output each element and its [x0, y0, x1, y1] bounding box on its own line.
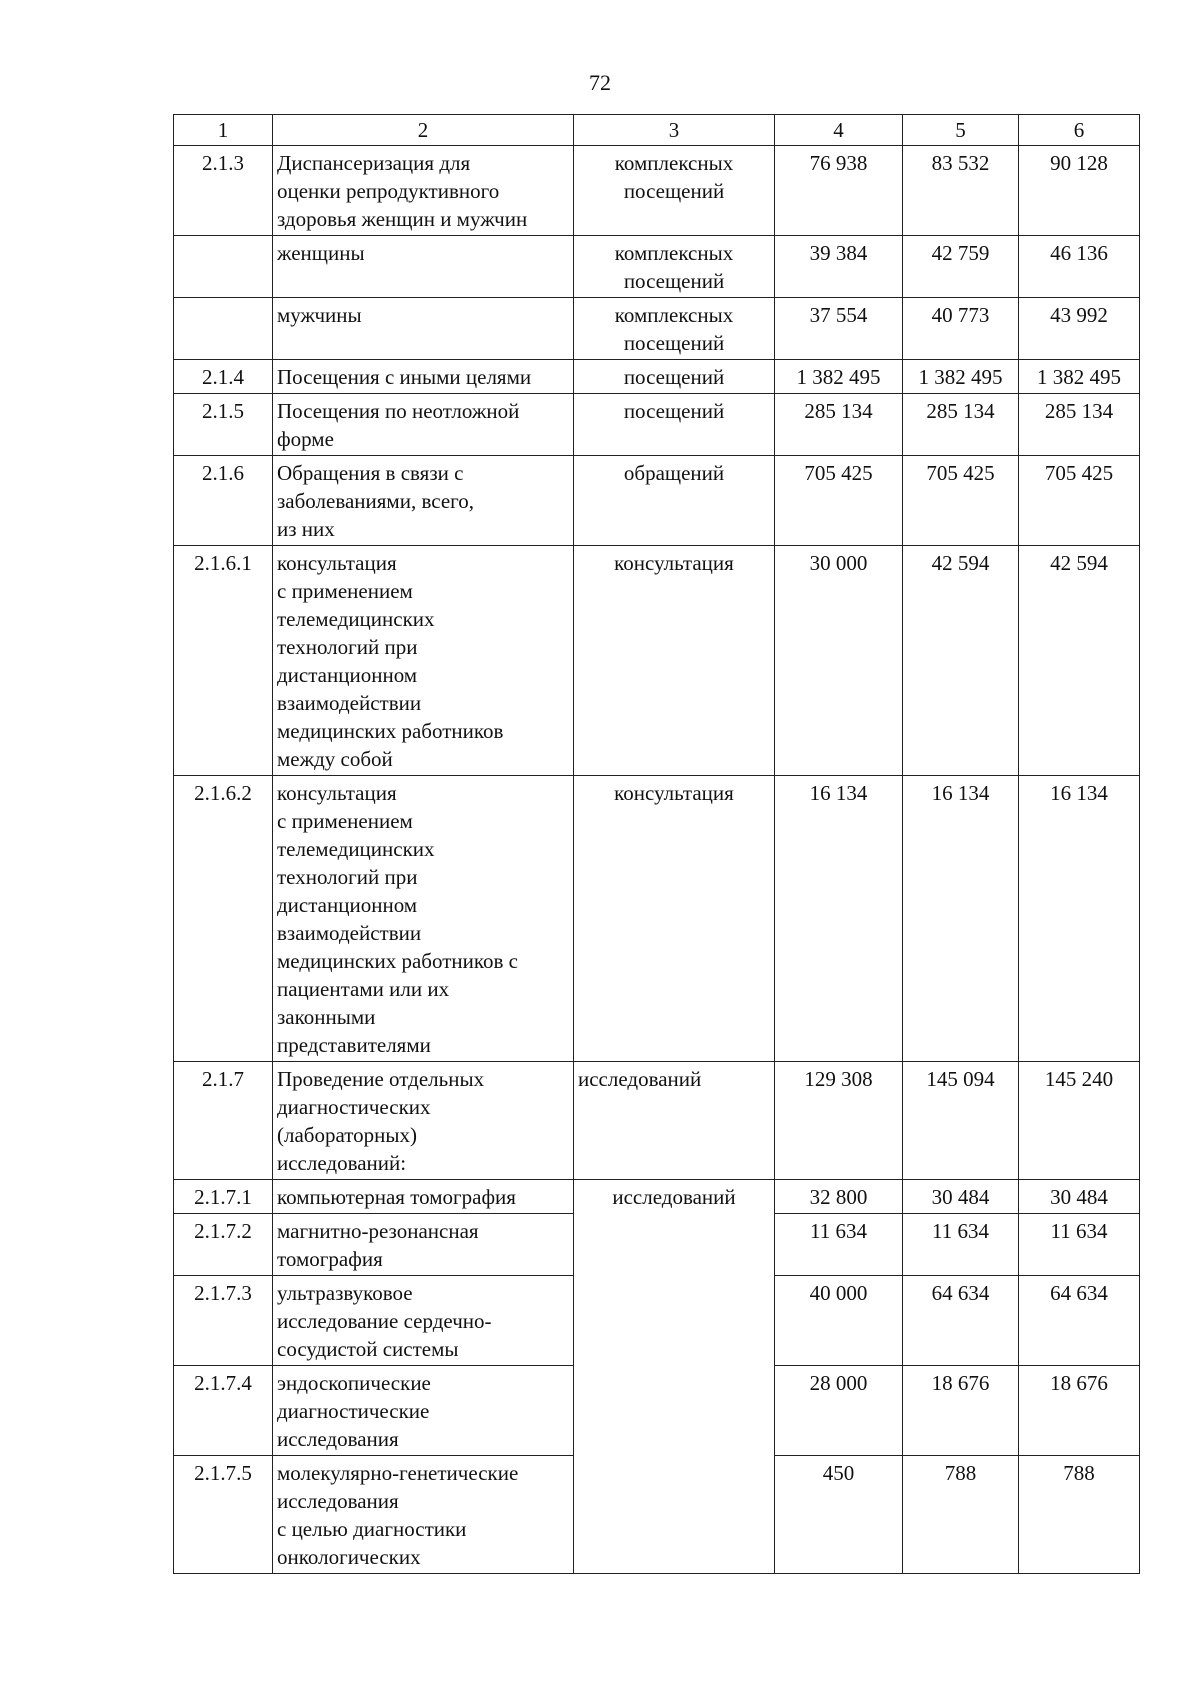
value-col6: 11 634 [1019, 1214, 1140, 1276]
planning-table [173, 114, 1140, 1574]
value-col4: 37 554 [775, 298, 903, 360]
value-col6: 705 425 [1019, 456, 1140, 546]
row-unit: комплексных посещений [574, 146, 775, 236]
row-code: 2.1.7.1 [174, 1180, 273, 1214]
row-name: магнитно-резонансная томография [273, 1214, 574, 1276]
value-col5: 788 [903, 1456, 1019, 1574]
value-col6: 42 594 [1019, 546, 1140, 776]
value-col6: 285 134 [1019, 394, 1140, 456]
value-col4: 450 [775, 1456, 903, 1574]
row-unit: исследований [574, 1180, 775, 1574]
row-name: консультация с применением телемедицинских технологий при дистанционном взаимодействии медицинских работников между собой [273, 546, 574, 776]
row-code: 2.1.6 [174, 456, 273, 546]
table-header-row [174, 115, 1140, 146]
row-unit: посещений [574, 394, 775, 456]
value-col6: 145 240 [1019, 1062, 1140, 1180]
column-header: 2 [273, 115, 574, 146]
row-name: Посещения с иными целями [273, 360, 574, 394]
row-unit: консультация [574, 546, 775, 776]
row-code: 2.1.3 [174, 146, 273, 236]
value-col6: 46 136 [1019, 236, 1140, 298]
row-unit: обращений [574, 456, 775, 546]
row-name: молекулярно-генетические исследования с целью диагностики онкологических [273, 1456, 574, 1574]
row-name: Проведение отдельных диагностических (лабораторных) исследований: [273, 1062, 574, 1180]
value-col6: 16 134 [1019, 776, 1140, 1062]
row-code [174, 236, 273, 298]
row-name: Диспансеризация для оценки репродуктивного здоровья женщин и мужчин [273, 146, 574, 236]
value-col4: 32 800 [775, 1180, 903, 1214]
row-code: 2.1.6.1 [174, 546, 273, 776]
value-col6: 30 484 [1019, 1180, 1140, 1214]
value-col5: 16 134 [903, 776, 1019, 1062]
row-name: женщины [273, 236, 574, 298]
row-unit: комплексных посещений [574, 236, 775, 298]
column-header: 3 [574, 115, 775, 146]
table-row [174, 776, 1140, 1062]
value-col6: 18 676 [1019, 1366, 1140, 1456]
row-code: 2.1.7.4 [174, 1366, 273, 1456]
value-col5: 64 634 [903, 1276, 1019, 1366]
value-col4: 705 425 [775, 456, 903, 546]
row-name: ультразвуковое исследование сердечно- сосудистой системы [273, 1276, 574, 1366]
value-col5: 42 759 [903, 236, 1019, 298]
row-unit: комплексных посещений [574, 298, 775, 360]
value-col6: 788 [1019, 1456, 1140, 1574]
row-unit: посещений [574, 360, 775, 394]
table-row [174, 298, 1140, 360]
value-col6: 1 382 495 [1019, 360, 1140, 394]
value-col4: 28 000 [775, 1366, 903, 1456]
value-col4: 16 134 [775, 776, 903, 1062]
table-row [174, 236, 1140, 298]
column-header: 1 [174, 115, 273, 146]
value-col5: 83 532 [903, 146, 1019, 236]
row-unit: консультация [574, 776, 775, 1062]
table-row [174, 1062, 1140, 1180]
value-col5: 42 594 [903, 546, 1019, 776]
table-row [174, 456, 1140, 546]
value-col6: 43 992 [1019, 298, 1140, 360]
value-col5: 30 484 [903, 1180, 1019, 1214]
column-header: 6 [1019, 115, 1140, 146]
value-col4: 285 134 [775, 394, 903, 456]
column-header: 5 [903, 115, 1019, 146]
value-col5: 18 676 [903, 1366, 1019, 1456]
row-name: Посещения по неотложной форме [273, 394, 574, 456]
row-code: 2.1.4 [174, 360, 273, 394]
value-col5: 705 425 [903, 456, 1019, 546]
value-col4: 39 384 [775, 236, 903, 298]
table-row [174, 546, 1140, 776]
row-name: консультация с применением телемедицинских технологий при дистанционном взаимодействии медицинских работников с пациентами или их законными представителями [273, 776, 574, 1062]
row-code: 2.1.7.5 [174, 1456, 273, 1574]
row-code: 2.1.7.3 [174, 1276, 273, 1366]
table-row [174, 146, 1140, 236]
row-unit: исследований [574, 1062, 775, 1180]
row-code [174, 298, 273, 360]
value-col4: 129 308 [775, 1062, 903, 1180]
value-col5: 40 773 [903, 298, 1019, 360]
value-col4: 30 000 [775, 546, 903, 776]
table-row [174, 1180, 1140, 1214]
row-code: 2.1.5 [174, 394, 273, 456]
column-header: 4 [775, 115, 903, 146]
value-col4: 1 382 495 [775, 360, 903, 394]
value-col4: 40 000 [775, 1276, 903, 1366]
value-col5: 1 382 495 [903, 360, 1019, 394]
value-col5: 285 134 [903, 394, 1019, 456]
value-col6: 64 634 [1019, 1276, 1140, 1366]
value-col5: 11 634 [903, 1214, 1019, 1276]
page-number: 72 [589, 70, 611, 95]
row-name: эндоскопические диагностические исследования [273, 1366, 574, 1456]
row-code: 2.1.7 [174, 1062, 273, 1180]
row-name: Обращения в связи с заболеваниями, всего, из них [273, 456, 574, 546]
row-name: компьютерная томография [273, 1180, 574, 1214]
row-name: мужчины [273, 298, 574, 360]
row-code: 2.1.7.2 [174, 1214, 273, 1276]
table-row [174, 394, 1140, 456]
table-row [174, 360, 1140, 394]
value-col4: 11 634 [775, 1214, 903, 1276]
value-col6: 90 128 [1019, 146, 1140, 236]
row-code: 2.1.6.2 [174, 776, 273, 1062]
value-col4: 76 938 [775, 146, 903, 236]
value-col5: 145 094 [903, 1062, 1019, 1180]
